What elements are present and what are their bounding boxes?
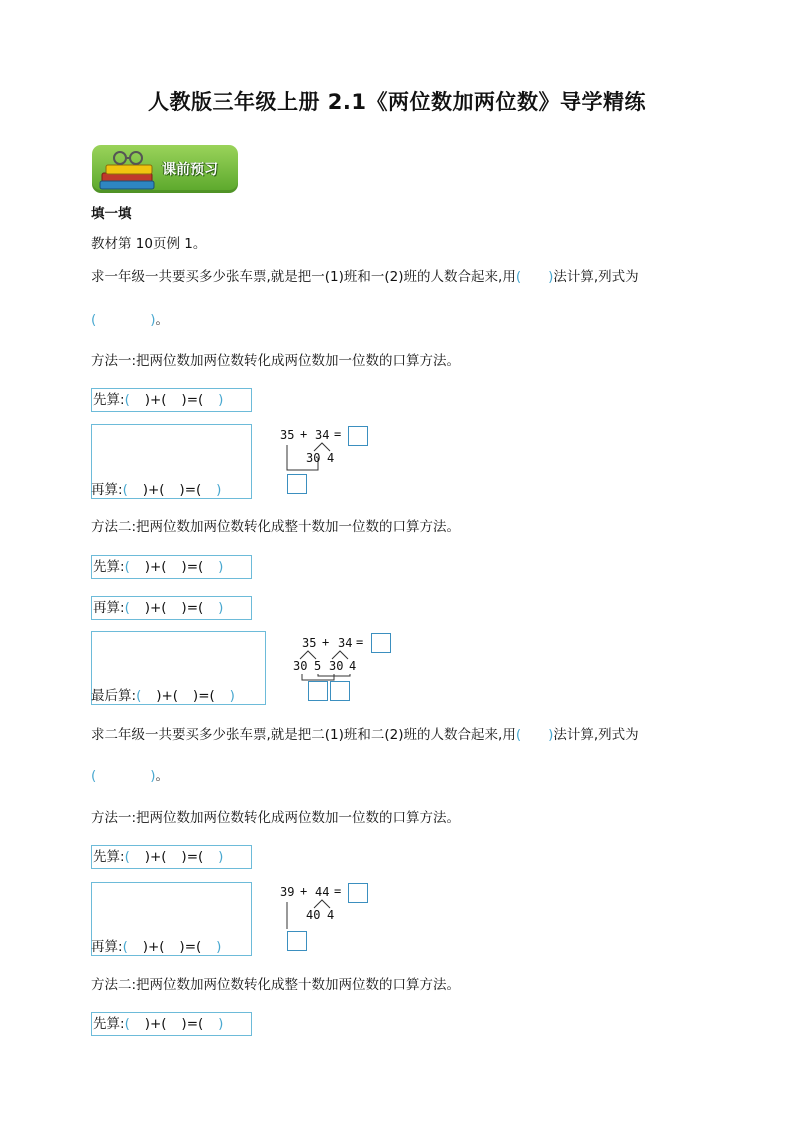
- answer-box[interactable]: [348, 883, 368, 903]
- plus-sign: +: [300, 427, 308, 441]
- textbook-reference: 教材第 10页例 1。: [91, 236, 207, 252]
- split-diagram-3: [278, 881, 378, 955]
- then-label: 再算:: [91, 939, 123, 955]
- then-label: 再算:: [93, 600, 125, 616]
- answer-blank[interactable]: ( ): [91, 768, 156, 784]
- split-part: 30: [329, 659, 344, 673]
- answer-box[interactable]: [308, 681, 328, 701]
- first-label: 先算:: [93, 1016, 125, 1032]
- split-part: 4: [327, 451, 335, 465]
- books-with-glasses-icon: [98, 149, 160, 191]
- question-2-line-2: [91, 766, 169, 786]
- first-label: 先算:: [93, 392, 125, 408]
- answer-blank[interactable]: ( ): [91, 312, 156, 328]
- question-2-line: [91, 725, 639, 745]
- answer-box[interactable]: [371, 633, 391, 653]
- answer-box[interactable]: [287, 931, 307, 951]
- question-text: 求二年级一共要买多少张车票,就是把二(1)班和二(2)班的人数合起来,用: [91, 727, 516, 743]
- last-step-row: 最后算:( )+( )=( ): [91, 688, 235, 704]
- page-title: 人教版三年级上册 2.1《两位数加两位数》导学精练: [147, 90, 646, 114]
- first-step-field[interactable]: 先算:( )+( )=( ): [91, 555, 252, 579]
- split-diagram-1: [278, 424, 378, 498]
- split-part: 30: [306, 451, 321, 465]
- plus-sign: +: [322, 635, 330, 649]
- split-diagram-2: [292, 632, 402, 704]
- question-text: 法计算,列式为: [553, 727, 639, 743]
- addend-a: 35: [302, 636, 317, 650]
- period: 。: [155, 312, 170, 328]
- addend-a: 39: [280, 885, 295, 899]
- split-part: 4: [327, 908, 335, 922]
- equals-sign: =: [334, 884, 342, 898]
- addend-b: 34: [338, 636, 353, 650]
- first-step-field[interactable]: 先算:( )+( )=( ): [91, 1012, 252, 1036]
- then-step-field[interactable]: 再算:( )+( )=( ): [91, 596, 252, 620]
- addend-b: 44: [315, 885, 330, 899]
- split-part: 30: [293, 659, 308, 673]
- method-1-text: 方法一:把两位数加两位数转化成两位数加一位数的口算方法。: [91, 353, 461, 369]
- addend-b: 34: [315, 428, 330, 442]
- plus-sign: +: [300, 884, 308, 898]
- method-4-text: 方法二:把两位数加两位数转化成整十数加两位数的口算方法。: [91, 977, 461, 993]
- method-3-text: 方法一:把两位数加两位数转化成两位数加一位数的口算方法。: [91, 810, 461, 826]
- equals-sign: =: [356, 635, 364, 649]
- question-text: 法计算,列式为: [553, 269, 639, 285]
- question-1-line-2: [91, 310, 169, 330]
- answer-blank[interactable]: ( ): [515, 269, 554, 285]
- first-label: 先算:: [93, 849, 125, 865]
- equals-sign: =: [334, 427, 342, 441]
- method-2-text: 方法二:把两位数加两位数转化成整十数加一位数的口算方法。: [91, 519, 461, 535]
- question-1-line: [91, 267, 639, 287]
- first-step-field[interactable]: 先算:( )+( )=( ): [91, 388, 252, 412]
- split-part: 40: [306, 908, 321, 922]
- then-step-row: 再算:( )+( )=( ): [91, 939, 222, 955]
- split-part: 4: [349, 659, 357, 673]
- then-step-row: 再算:( )+( )=( ): [91, 482, 222, 498]
- badge-label: 课前预习: [162, 162, 218, 178]
- then-label: 再算:: [91, 482, 123, 498]
- answer-box[interactable]: [348, 426, 368, 446]
- section-heading: 填一填: [91, 206, 132, 222]
- answer-box[interactable]: [287, 474, 307, 494]
- addend-a: 35: [280, 428, 295, 442]
- section-badge: [92, 145, 238, 193]
- answer-blank[interactable]: ( ): [515, 727, 554, 743]
- first-step-field[interactable]: 先算:( )+( )=( ): [91, 845, 252, 869]
- split-part: 5: [314, 659, 322, 673]
- answer-box[interactable]: [330, 681, 350, 701]
- question-text: 求一年级一共要买多少张车票,就是把一(1)班和一(2)班的人数合起来,用: [91, 269, 516, 285]
- last-label: 最后算:: [91, 688, 137, 704]
- period: 。: [155, 768, 170, 784]
- first-label: 先算:: [93, 559, 125, 575]
